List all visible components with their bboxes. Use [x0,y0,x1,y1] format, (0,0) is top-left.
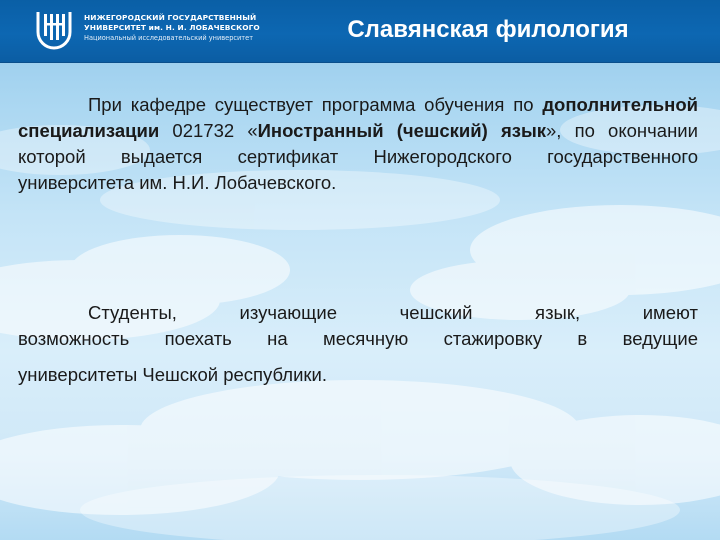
university-logo-icon [34,8,74,54]
specialization-name: дополнительной специализации [18,94,698,141]
paragraph-internship-line1 [18,300,698,326]
paragraph-program [18,92,698,196]
university-name-line2: УНИВЕРСИТЕТ им. Н. И. ЛОБАЧЕВСКОГО [84,23,260,32]
paragraph-internship-line1-text: Студенты, изучающие чешский язык, имеют [88,302,698,323]
university-subtitle: Национальный исследовательский университет [84,34,254,42]
paragraph-internship-line3: университеты Чешской республики. [18,364,327,385]
page-title: Славянская филология [347,16,629,43]
paragraph-program-text3: », по окончании которой выдается сертификат Нижегородского государственного университета им. Н.И. Лобачевского. [18,120,698,193]
university-name-line1: НИЖЕГОРОДСКИЙ ГОСУДАРСТВЕННЫЙ [84,13,257,22]
paragraph-internship-line2: возможность поехать на месячную стажировку в ведущие [18,328,698,349]
header-bar [0,0,720,63]
university-name [84,13,260,43]
paragraph-program-text2: 021732 « [159,120,258,141]
paragraph-internship [18,300,698,388]
program-name: Иностранный (чешский) язык [257,120,547,141]
paragraph-program-text1: При кафедре существует программа обучения по [88,94,543,115]
